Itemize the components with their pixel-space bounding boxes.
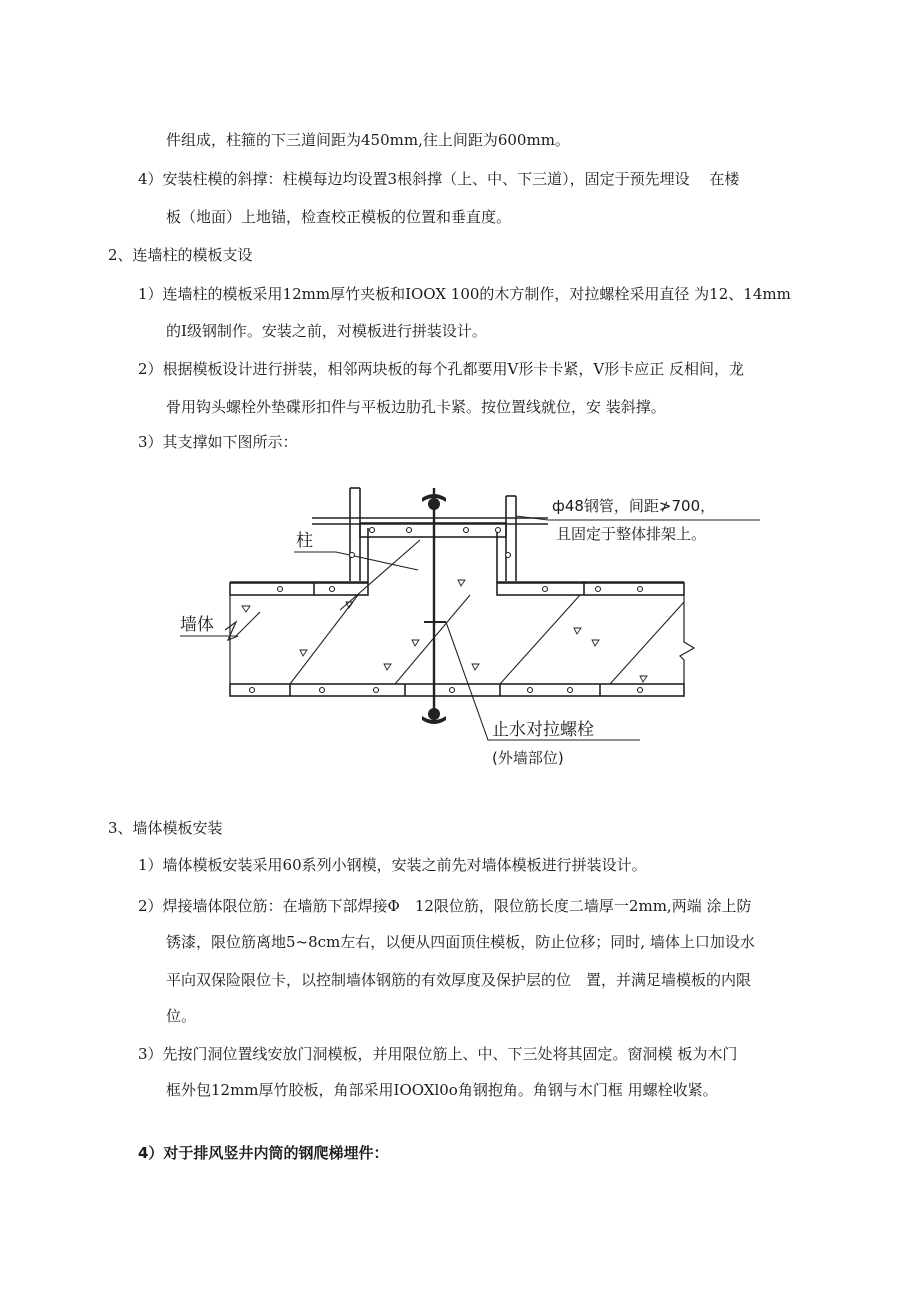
section-heading: 3、墙体模板安装 bbox=[108, 819, 223, 837]
paragraph-line: 2）焊接墙体限位筋：在墙筋下部焊接Φ 12限位筋，限位筋长度二墙厚一2mm,两端 涂上防 bbox=[138, 897, 752, 915]
paragraph-line: 骨用钩头螺栓外垫碟形扣件与平板边肋孔卡紧。按位置线就位，安 装斜撑。 bbox=[166, 398, 666, 416]
diagram-label-bolt-1: 止水对拉螺栓 bbox=[492, 720, 594, 740]
paragraph-line: 平向双保险限位卡，以控制墙体钢筋的有效厚度及保护层的位 置，并满足墙模板的内限 bbox=[166, 971, 752, 989]
diagram-label-pipe-1: ф48钢管，间距≯700， bbox=[552, 497, 716, 515]
formwork-support-diagram bbox=[160, 478, 760, 790]
paragraph-line: 3）其支撑如下图所示： bbox=[138, 433, 298, 451]
diagram-label-bolt-2: (外墙部位) bbox=[492, 749, 564, 767]
paragraph-line: 板（地面）上地锚，检查校正模板的位置和垂直度。 bbox=[166, 208, 512, 226]
paragraph-line: 3）先按门洞位置线安放门洞模板，并用限位筋上、中、下三处将其固定。窗洞模 板为木门 bbox=[138, 1045, 738, 1063]
paragraph-line: 框外包12mm厚竹胶板，角部采用IOOXl0o角钢抱角。角钢与木门框 用螺栓收紧。 bbox=[166, 1081, 718, 1099]
paragraph-line: 4）安装柱模的斜撑：柱模每边均设置3根斜撑（上、中、下三道），固定于预先埋设 在楼 bbox=[138, 170, 740, 188]
paragraph-line: 位。 bbox=[166, 1007, 197, 1025]
paragraph-line: 锈漆，限位筋离地5~8cm左右，以便从四面顶住模板，防止位移；同时, 墙体上口加设水 bbox=[166, 933, 755, 951]
subsection-heading: 4）对于排风竖井内筒的钢爬梯埋件： bbox=[138, 1144, 389, 1162]
diagram-label-pipe-2: 且固定于整体排架上。 bbox=[556, 525, 707, 543]
section-heading: 2、连墙柱的模板支设 bbox=[108, 246, 253, 264]
diagram-label-column: 柱 bbox=[296, 531, 313, 551]
paragraph-line: 件组成，柱箍的下三道间距为450mm,往上间距为600mm。 bbox=[166, 131, 570, 149]
paragraph-line: 的I级钢制作。安装之前，对模板进行拼装设计。 bbox=[166, 322, 487, 340]
diagram-label-wall: 墙体 bbox=[180, 615, 214, 635]
paragraph-line: 1）连墙柱的模板采用12mm厚竹夹板和IOOX 100的木方制作，对拉螺栓采用直径 为12、14mm bbox=[138, 285, 791, 303]
paragraph-line: 2）根据模板设计进行拼装，相邻两块板的每个孔都要用V形卡卡紧，V形卡应正 反相间，龙 bbox=[138, 360, 744, 378]
paragraph-line: 1）墙体模板安装采用60系列小钢模，安装之前先对墙体模板进行拼装设计。 bbox=[138, 856, 647, 874]
